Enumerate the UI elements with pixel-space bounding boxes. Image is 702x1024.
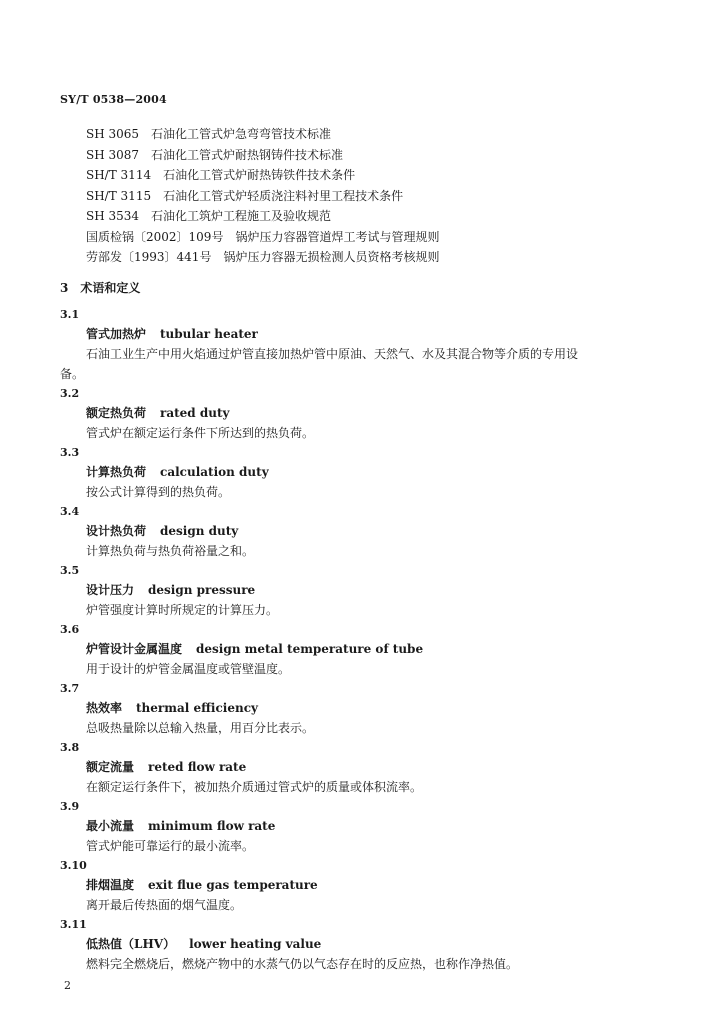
term-cn: 设计压力 xyxy=(86,583,135,597)
term-en: tubular heater xyxy=(160,327,258,341)
term-definition: 按公式计算得到的热负荷。 xyxy=(86,485,231,499)
term-en: rated duty xyxy=(160,406,230,420)
term-definition-continued: 备。 xyxy=(60,367,85,381)
term-number: 3.2 xyxy=(60,387,80,400)
term-cn: 排烟温度 xyxy=(86,878,135,892)
term-cn: 计算热负荷 xyxy=(86,465,147,479)
term-en: design pressure xyxy=(148,583,256,597)
term-number: 3.10 xyxy=(60,859,87,872)
term-en: exit flue gas temperature xyxy=(148,878,318,892)
term-cn: 最小流量 xyxy=(86,819,135,833)
term-cn: 额定热负荷 xyxy=(86,406,147,420)
reference-item: SH/T 3115 石油化工管式炉轻质浇注料衬里工程技术条件 xyxy=(86,189,404,203)
term-cn: 设计热负荷 xyxy=(86,524,147,538)
term-cn: 额定流量 xyxy=(86,760,135,774)
term-number: 3.9 xyxy=(60,800,80,813)
reference-item: SH 3087 石油化工管式炉耐热钢铸件技术标准 xyxy=(86,148,344,162)
term-heading xyxy=(86,700,258,716)
reference-item: SH 3065 石油化工管式炉急弯弯管技术标准 xyxy=(86,127,332,141)
page-number: 2 xyxy=(64,979,71,992)
term-number: 3.8 xyxy=(60,741,80,754)
term-heading xyxy=(86,326,258,342)
term-number: 3.4 xyxy=(60,505,80,518)
reference-item: SH/T 3114 石油化工管式炉耐热铸铁件技术条件 xyxy=(86,168,356,182)
term-cn: 低热值（LHV） xyxy=(86,937,176,951)
term-number: 3.6 xyxy=(60,623,80,636)
section-title: 3 术语和定义 xyxy=(60,281,141,295)
term-heading xyxy=(86,759,246,775)
term-heading xyxy=(86,818,275,834)
term-heading xyxy=(86,405,230,421)
term-heading xyxy=(86,582,255,598)
term-definition: 管式炉在额定运行条件下所达到的热负荷。 xyxy=(86,426,315,440)
term-number: 3.1 xyxy=(60,308,80,321)
term-en: lower heating value xyxy=(189,937,322,951)
reference-item: 国质检锅〔2002〕109号 锅炉压力容器管道焊工考试与管理规则 xyxy=(86,230,440,244)
term-number: 3.3 xyxy=(60,446,80,459)
term-cn: 炉管设计金属温度 xyxy=(86,642,183,656)
reference-item: 劳部发〔1993〕441号 锅炉压力容器无损检测人员资格考核规则 xyxy=(86,250,440,264)
term-en: design metal temperature of tube xyxy=(196,642,424,656)
term-heading xyxy=(86,936,321,952)
term-en: minimum flow rate xyxy=(148,819,276,833)
term-en: design duty xyxy=(160,524,239,538)
term-number: 3.11 xyxy=(60,918,87,931)
term-heading xyxy=(86,464,269,480)
term-definition: 炉管强度计算时所规定的计算压力。 xyxy=(86,603,279,617)
term-definition: 离开最后传热面的烟气温度。 xyxy=(86,898,243,912)
term-heading xyxy=(86,877,318,893)
term-heading xyxy=(86,523,238,539)
term-definition: 总吸热量除以总输入热量，用百分比表示。 xyxy=(86,721,315,735)
term-definition: 石油工业生产中用火焰通过炉管直接加热炉管中原油、天然气、水及其混合物等介质的专用设 xyxy=(86,347,579,361)
term-en: reted flow rate xyxy=(148,760,247,774)
term-cn: 热效率 xyxy=(86,701,123,715)
term-number: 3.5 xyxy=(60,564,80,577)
document-header: SY/T 0538—2004 xyxy=(60,93,167,106)
term-number: 3.7 xyxy=(60,682,80,695)
term-definition: 计算热负荷与热负荷裕量之和。 xyxy=(86,544,255,558)
term-en: thermal efficiency xyxy=(136,701,258,715)
term-definition: 燃料完全燃烧后，燃烧产物中的水蒸气仍以气态存在时的反应热，也称作净热值。 xyxy=(86,957,519,971)
term-definition: 用于设计的炉管金属温度或管壁温度。 xyxy=(86,662,291,676)
term-en: calculation duty xyxy=(160,465,269,479)
reference-item: SH 3534 石油化工筑炉工程施工及验收规范 xyxy=(86,209,332,223)
term-definition: 管式炉能可靠运行的最小流率。 xyxy=(86,839,255,853)
term-cn: 管式加热炉 xyxy=(86,327,147,341)
term-definition: 在额定运行条件下，被加热介质通过管式炉的质量或体积流率。 xyxy=(86,780,423,794)
term-heading xyxy=(86,641,423,657)
